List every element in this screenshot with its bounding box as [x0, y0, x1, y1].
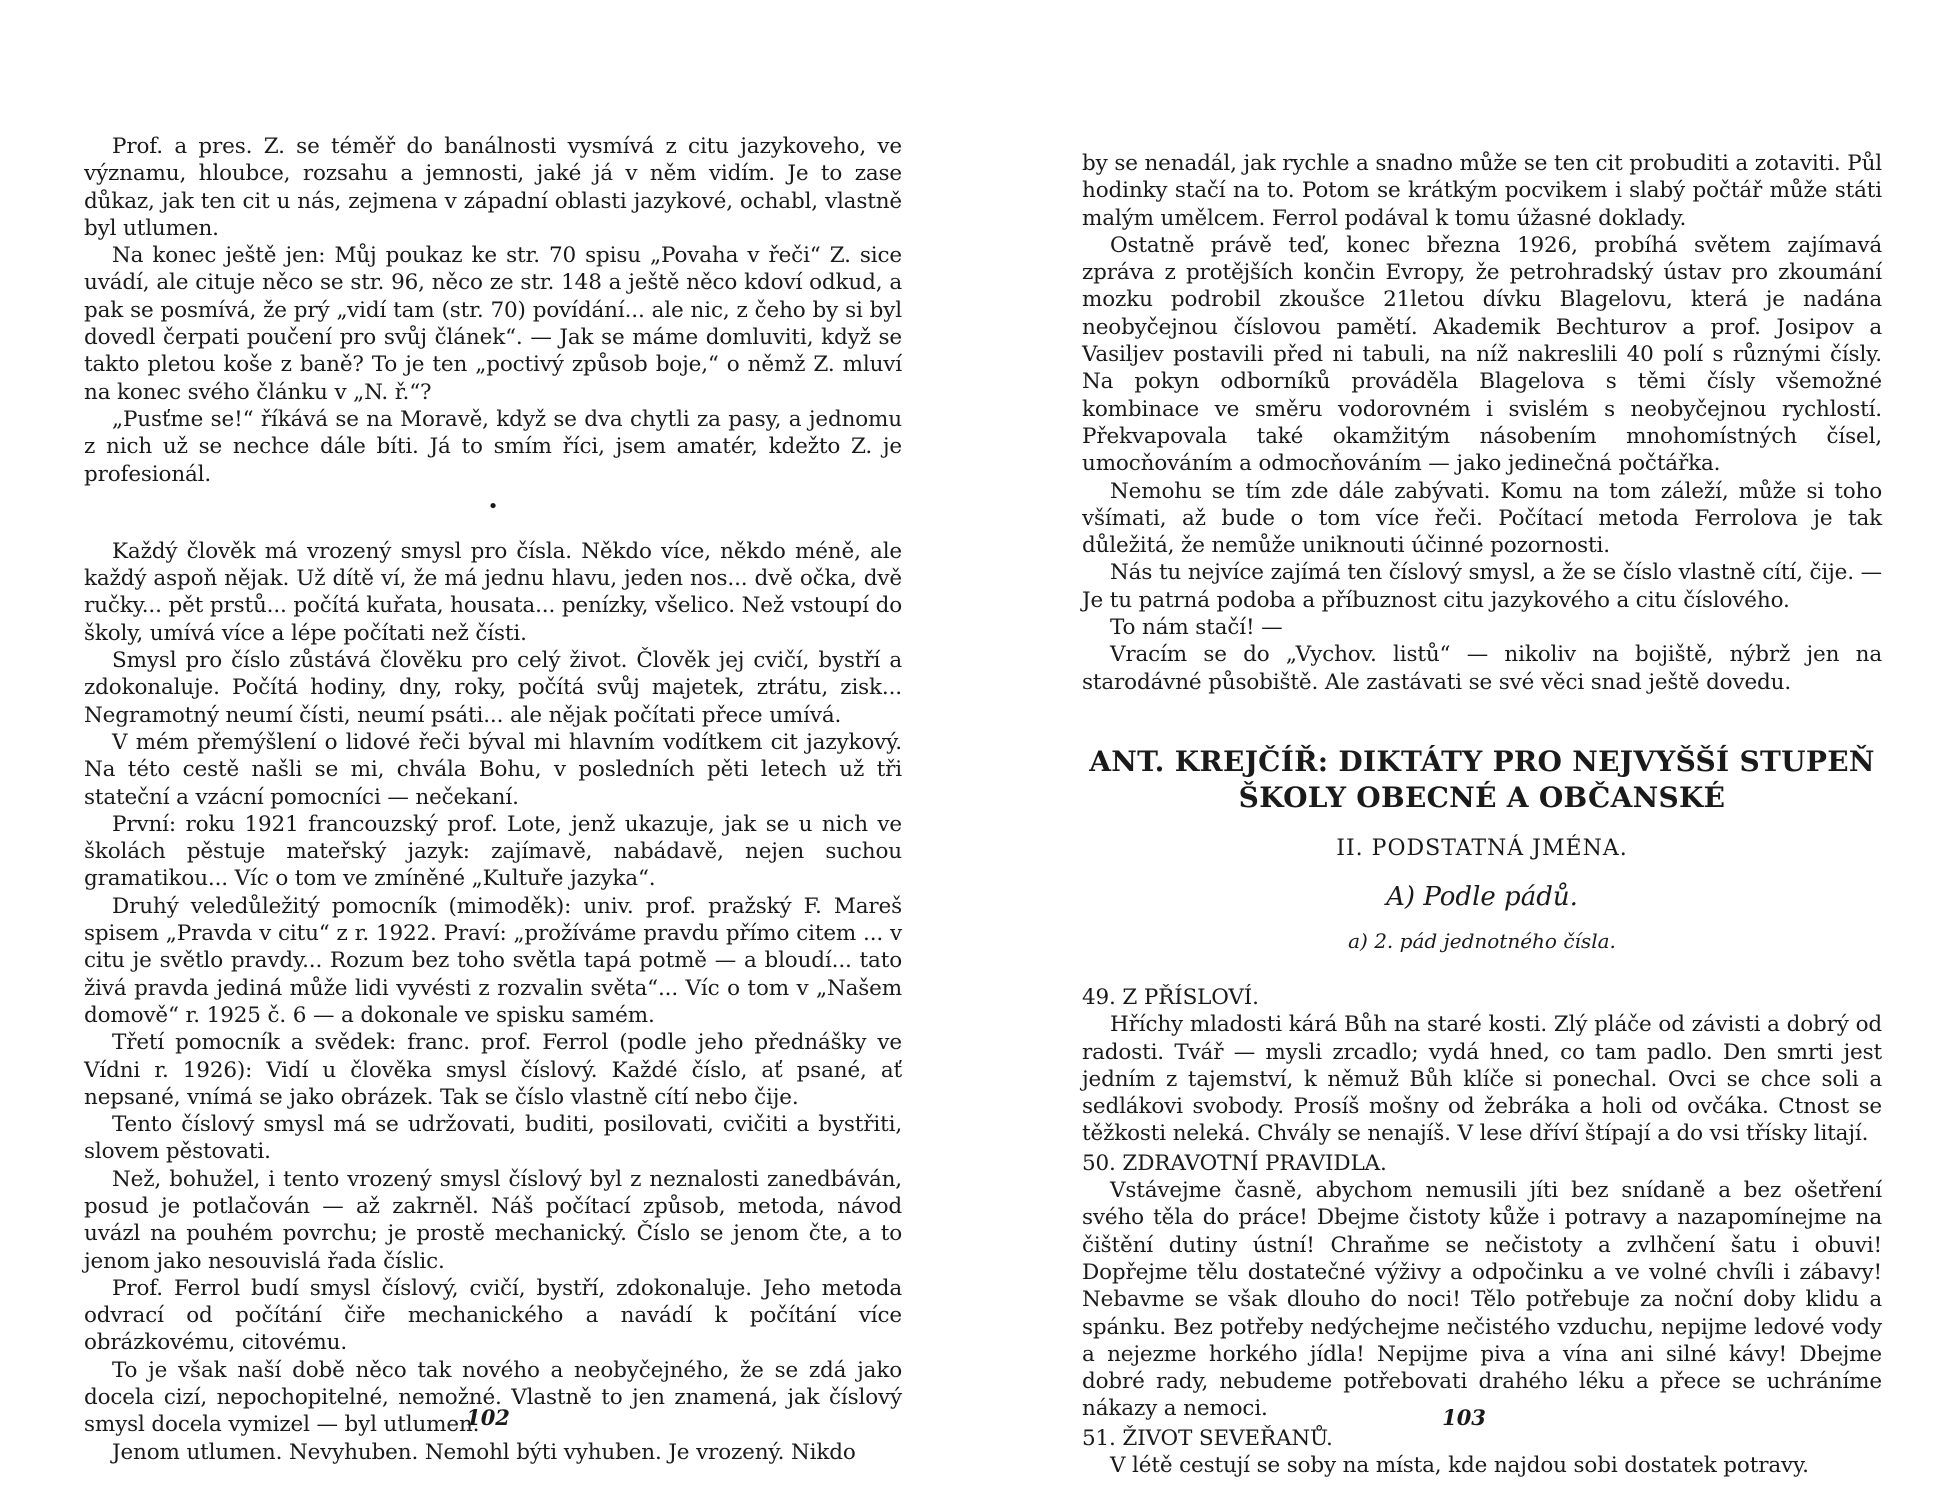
paragraph: Prof. a pres. Z. se téměř do banálnosti vysmívá z citu jazykoveho, ve významu, hloubce, rozsahu a jemnosti, jaké já v něm vidím. Je to zase důkaz, jak ten cit u nás, zejmena v západní oblasti jazykové, ochabl, vlastně byl utlumen.: [84, 134, 902, 241]
subsection-title: A) Podle pádů.: [1386, 881, 1578, 912]
paragraph: To nám stačí! —: [1110, 615, 1283, 641]
section-title-line: ANT. KREJČÍŘ: DIKTÁTY PRO NEJVYŠŠÍ STUPEŇ: [1089, 744, 1875, 778]
section-separator: •: [487, 495, 499, 517]
right-page: [976, 0, 1952, 1501]
paragraph: Jenom utlumen. Nevyhuben. Nemohl býti vyhuben. Je vrozený. Nikdo: [112, 1439, 856, 1465]
section-title: [1082, 744, 1882, 816]
item-text: V létě cestují se soby na místa, kde najdou sobi dostatek potravy.: [1110, 1452, 1809, 1478]
subsubsection-title: a) 2. pád jednotného čísla.: [1348, 928, 1616, 953]
section-title-line: ŠKOLY OBECNÉ A OBČANSKÉ: [1238, 780, 1726, 814]
left-text-column: [84, 133, 902, 1466]
item-heading: 50. ZDRAVOTNÍ PRAVIDLA.: [1082, 1150, 1387, 1176]
page-number: 102: [466, 1405, 510, 1430]
paragraph: Nemohu se tím zde dále zabývati. Komu na tom záleží, může si toho všímati, až bude o tom více řeči. Počítací metoda Ferrolova je tak důležitá, že nemůže uniknouti účinné pozornosti.: [1082, 478, 1882, 559]
paragraph: Druhý veledůležitý pomocník (mimoděk): univ. prof. pražský F. Mareš spisem „Pravda v citu“ z r. 1922. Praví: „prožíváme pravdu přímo citem ... v citu je světlo pravdy... Rozum bez toho světla tapá potmě — a bloudí... tato živá pravda jediná může lidi vyvésti z rozvalin světa“... Víc o tom v „Našem domově“ r. 1925 č. 6 — a dokonale ve spisku samém.: [84, 893, 902, 1028]
part-title: II. PODSTATNÁ JMÉNA.: [1336, 835, 1628, 861]
paragraph: Nás tu nejvíce zajímá ten číslový smysl, a že se číslo vlastně cítí, čije. — Je tu patrná podoba a příbuznost citu jazykového a citu číslového.: [1082, 560, 1882, 613]
paragraph: Tento číslový smysl má se udržovati, buditi, posilovati, cvičiti a bystřiti, slovem pěstovati.: [84, 1112, 902, 1165]
paragraph: by se nenadál, jak rychle a snadno může se ten cit probuditi a zotaviti. Půl hodinky stačí na to. Potom se krátkým pocvikem i slabý počtář může státi malým umělcem. Ferrol podával k tomu úžasné doklady.: [1082, 151, 1882, 231]
item-text: Hříchy mladosti kárá Bůh na staré kosti. Zlý pláče od závisti a dobrý od radosti. Tvář — mysli zrcadlo; vydá hned, co tam padlo. Den smrti jest jedním z tajemství, k němuž Bůh klíče si ponechal. Ovci se chce soli a sedlákovi svobody. Prosíš mošny od žebráka a holi od ovčáka. Ctnost se těžkosti neleká. Chvály se nenajíš. V lese dříví štípají a do vsi třísky litají.: [1082, 1012, 1882, 1147]
item-heading: 49. Z PŘÍSLOVÍ.: [1082, 984, 1259, 1010]
paragraph: Smysl pro číslo zůstává člověku pro celý život. Člověk jej cvičí, bystří a zdokonaluje. Počítá hodiny, dny, roky, počítá svůj majetek, ztrátu, zisk... Negramotný neumí čísti, neumí psáti... ale nějak počítati přece umívá.: [84, 648, 902, 728]
item-text: Vstávejme časně, abychom nemusili jíti bez snídaně a bez ošetření svého těla do práce! Dbejme čistoty kůže i potravy a nazapomínejme na čištění dutiny ústní! Chraňme se nečistoty a zvlhčení šatu i obuvi! Dopřejme tělu dostatečné výživy a odpočinku a ve volné chvíli i zábavy! Nebavme se však dlouho do noci! Tělo potřebuje za noční doby klidu a spánku. Bez potřeby nedýchejme nečistého vzduchu, nepijme ledové vody a nejezme horkého jídla! Nepijme piva a vína ani silné kávy! Dbejme dobré rady, nebudeme potřebovati drahého léku a přece se uchráníme nákazy a nemoci.: [1082, 1178, 1882, 1422]
paragraph: „Pusťme se!“ říkává se na Moravě, když se dva chytli za pasy, a jednomu z nich už se nechce dále bíti. Já to smím říci, jsem amatér, kdežto Z. je profesionál.: [84, 406, 902, 487]
paragraph: První: roku 1921 francouzský prof. Lote, jenž ukazuje, jak se u nich ve školách pěstuje mateřský jazyk: zajímavě, nabádavě, nejen suchou gramatikou... Víc o tom ve zmíněné „Kultuře jazyka“.: [84, 811, 902, 892]
paragraph: Třetí pomocník a svědek: franc. prof. Ferrol (podle jeho přednášky ve Vídni r. 1926): Vidí u člověka smysl číslový. Každé číslo, ať psané, ať nepsané, vnímá se jako obrázek. Tak se číslo vlastně cítí nebo čije.: [84, 1030, 902, 1110]
paragraph: Každý člověk má vrozený smysl pro čísla. Někdo více, někdo méně, ale každý aspoň nějak. Už dítě ví, že má jednu hlavu, jeden nos... dvě očka, dvě ručky... pět prstů... počítá kuřata, housata... penízky, všelico. Než vstoupí do školy, umívá více a lépe počítati než čísti.: [84, 538, 902, 646]
paragraph: Než, bohužel, i tento vrozený smysl číslový byl z neznalosti zanedbáván, posud je potlačován — až zakrněl. Náš počítací způsob, metoda, návod uvázl na pouhém povrchu; je prostě mechanický. Číslo se jenom čte, a to jenom jako nesouvislá řada číslic.: [84, 1166, 902, 1274]
item-heading: 51. ŽIVOT SEVEŘANŮ.: [1082, 1425, 1333, 1451]
paragraph: Vracím se do „Vychov. listů“ — nikoliv na bojiště, nýbrž jen na starodávné působiště. Ale zastávati se své věci snad ještě dovedu.: [1082, 642, 1882, 695]
right-text-column: [1082, 150, 1882, 1479]
paragraph: V mém přemýšlení o lidové řeči býval mi hlavním vodítkem cit jazykový. Na této cestě našli se mi, chvála Bohu, v posledních pěti letech už tři stateční a vzácní pomocníci — nečekaní.: [84, 729, 902, 810]
paragraph: To je však naší době něco tak nového a neobyčejného, že se zdá jako docela cizí, nepochopitelné, nemožné. Vlastně to jen znamená, jak číslový smysl docela vymizel — byl utlumen.: [84, 1357, 902, 1438]
paragraph: Na konec ještě jen: Můj poukaz ke str. 70 spisu „Povaha v řeči“ Z. sice uvádí, ale cituje něco se str. 96, něco ze str. 148 a ještě něco kdoví odkud, a pak se posmívá, že prý „vidí tam (str. 70) povídání... ale nic, z čeho by si byl dovedl čerpati poučení pro svůj článek“. — Jak se máme domluviti, když se takto pletou koše z baně? To je ten „poctivý způsob boje,“ o němž Z. mluví na konec svého článku v „N. ř.“?: [84, 243, 902, 405]
paragraph: Prof. Ferrol budí smysl číslový, cvičí, bystří, zdokonaluje. Jeho metoda odvrací od počítání čiře mechanického a navádí k počítání více obrázkovému, citovému.: [84, 1275, 902, 1356]
paragraph: Ostatně právě teď, konec března 1926, probíhá světem zajímavá zpráva z protějších končin Evropy, že petrohradský ústav pro zkoumání mozku podrobil zkoušce 21letou dívku Blagelovu, která je nadána neobyčejnou číslovou pamětí. Akademik Bechturov a prof. Josipov a Vasiljev postavili před ni tabuli, na níž nakreslili 40 polí s různými čísly. Na pokyn odborníků prováděla Blagelova s těmi čísly všemožné kombinace ve směru vodorovném i svislém s neobyčejnou rychlostí. Překvapovala také okamžitým násobením mnohomístných čísel, umocňováním a odmocňováním — jako jedinečná počtářka.: [1082, 232, 1882, 477]
page-number: 103: [1442, 1405, 1486, 1430]
